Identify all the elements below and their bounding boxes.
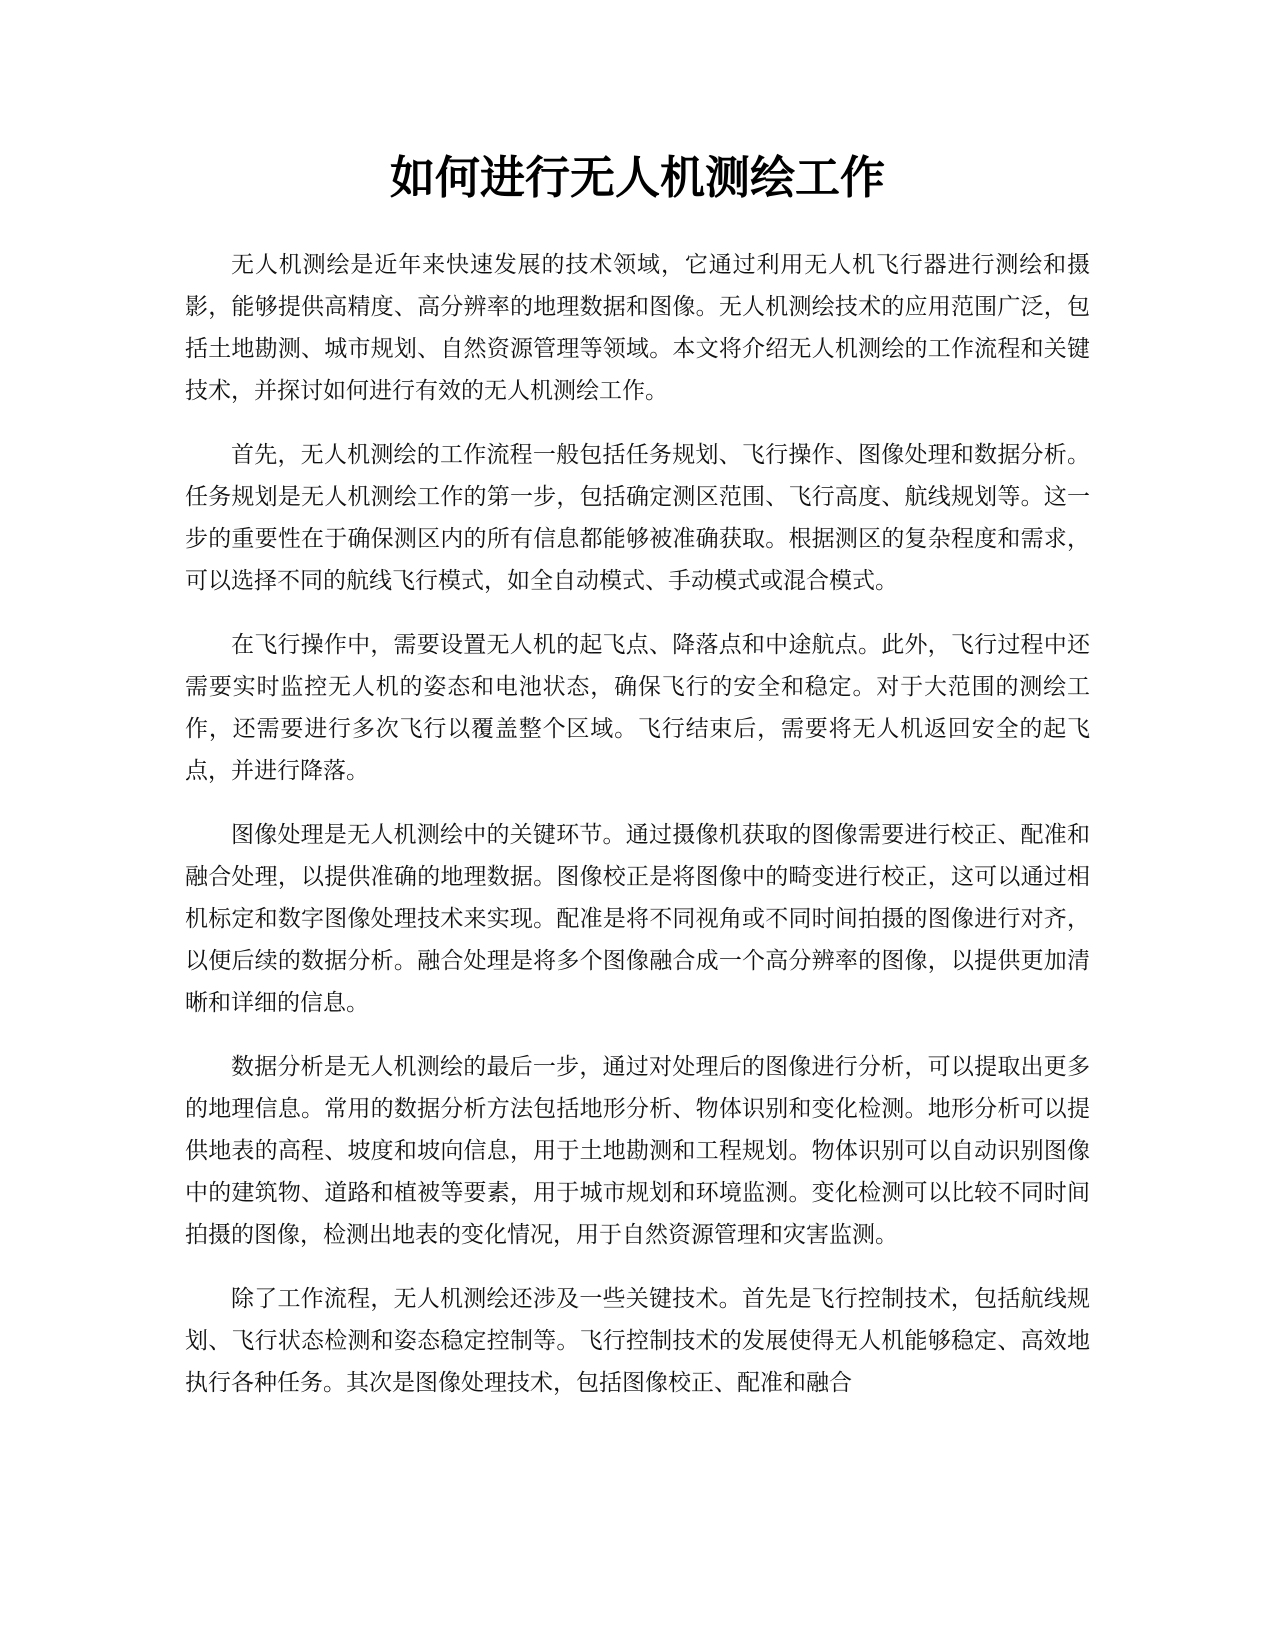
paragraph-flight-operation: 在飞行操作中，需要设置无人机的起飞点、降落点和中途航点。此外，飞行过程中还需要实时监控无人机的姿态和电池状态，确保飞行的安全和稳定。对于大范围的测绘工作，还需要进行多次飞行以覆盖整个区域。飞行结束后，需要将无人机返回安全的起飞点，并进行降落。 bbox=[185, 632, 1090, 784]
page-title: 如何进行无人机测绘工作 bbox=[389, 151, 885, 204]
paragraph-data-analysis: 数据分析是无人机测绘的最后一步，通过对处理后的图像进行分析，可以提取出更多的地理信息。常用的数据分析方法包括地形分析、物体识别和变化检测。地形分析可以提供地表的高程、坡度和坡向信息，用于土地勘测和工程规划。物体识别可以自动识别图像中的建筑物、道路和植被等要素，用于城市规划和环境监测。变化检测可以比较不同时间拍摄的图像，检测出地表的变化情况，用于自然资源管理和灾害监测。 bbox=[185, 1054, 1090, 1248]
paragraph-intro: 无人机测绘是近年来快速发展的技术领域，它通过利用无人机飞行器进行测绘和摄影，能够提供高精度、高分辨率的地理数据和图像。无人机测绘技术的应用范围广泛，包括土地勘测、城市规划、自然资源管理等领域。本文将介绍无人机测绘的工作流程和关键技术，并探讨如何进行有效的无人机测绘工作。 bbox=[185, 252, 1090, 404]
paragraph-workflow: 首先，无人机测绘的工作流程一般包括任务规划、飞行操作、图像处理和数据分析。任务规划是无人机测绘工作的第一步，包括确定测区范围、飞行高度、航线规划等。这一步的重要性在于确保测区内的所有信息都能够被准确获取。根据测区的复杂程度和需求，可以选择不同的航线飞行模式，如全自动模式、手动模式或混合模式。 bbox=[185, 442, 1090, 594]
paragraph-image-processing: 图像处理是无人机测绘中的关键环节。通过摄像机获取的图像需要进行校正、配准和融合处理，以提供准确的地理数据。图像校正是将图像中的畸变进行校正，这可以通过相机标定和数字图像处理技术来实现。配准是将不同视角或不同时间拍摄的图像进行对齐，以便后续的数据分析。融合处理是将多个图像融合成一个高分辨率的图像，以提供更加清晰和详细的信息。 bbox=[185, 822, 1090, 1016]
paragraph-key-technologies: 除了工作流程，无人机测绘还涉及一些关键技术。首先是飞行控制技术，包括航线规划、飞行状态检测和姿态稳定控制等。飞行控制技术的发展使得无人机能够稳定、高效地执行各种任务。其次是图像处理技术，包括图像校正、配准和融合 bbox=[185, 1286, 1090, 1396]
document-body bbox=[185, 244, 1090, 1426]
